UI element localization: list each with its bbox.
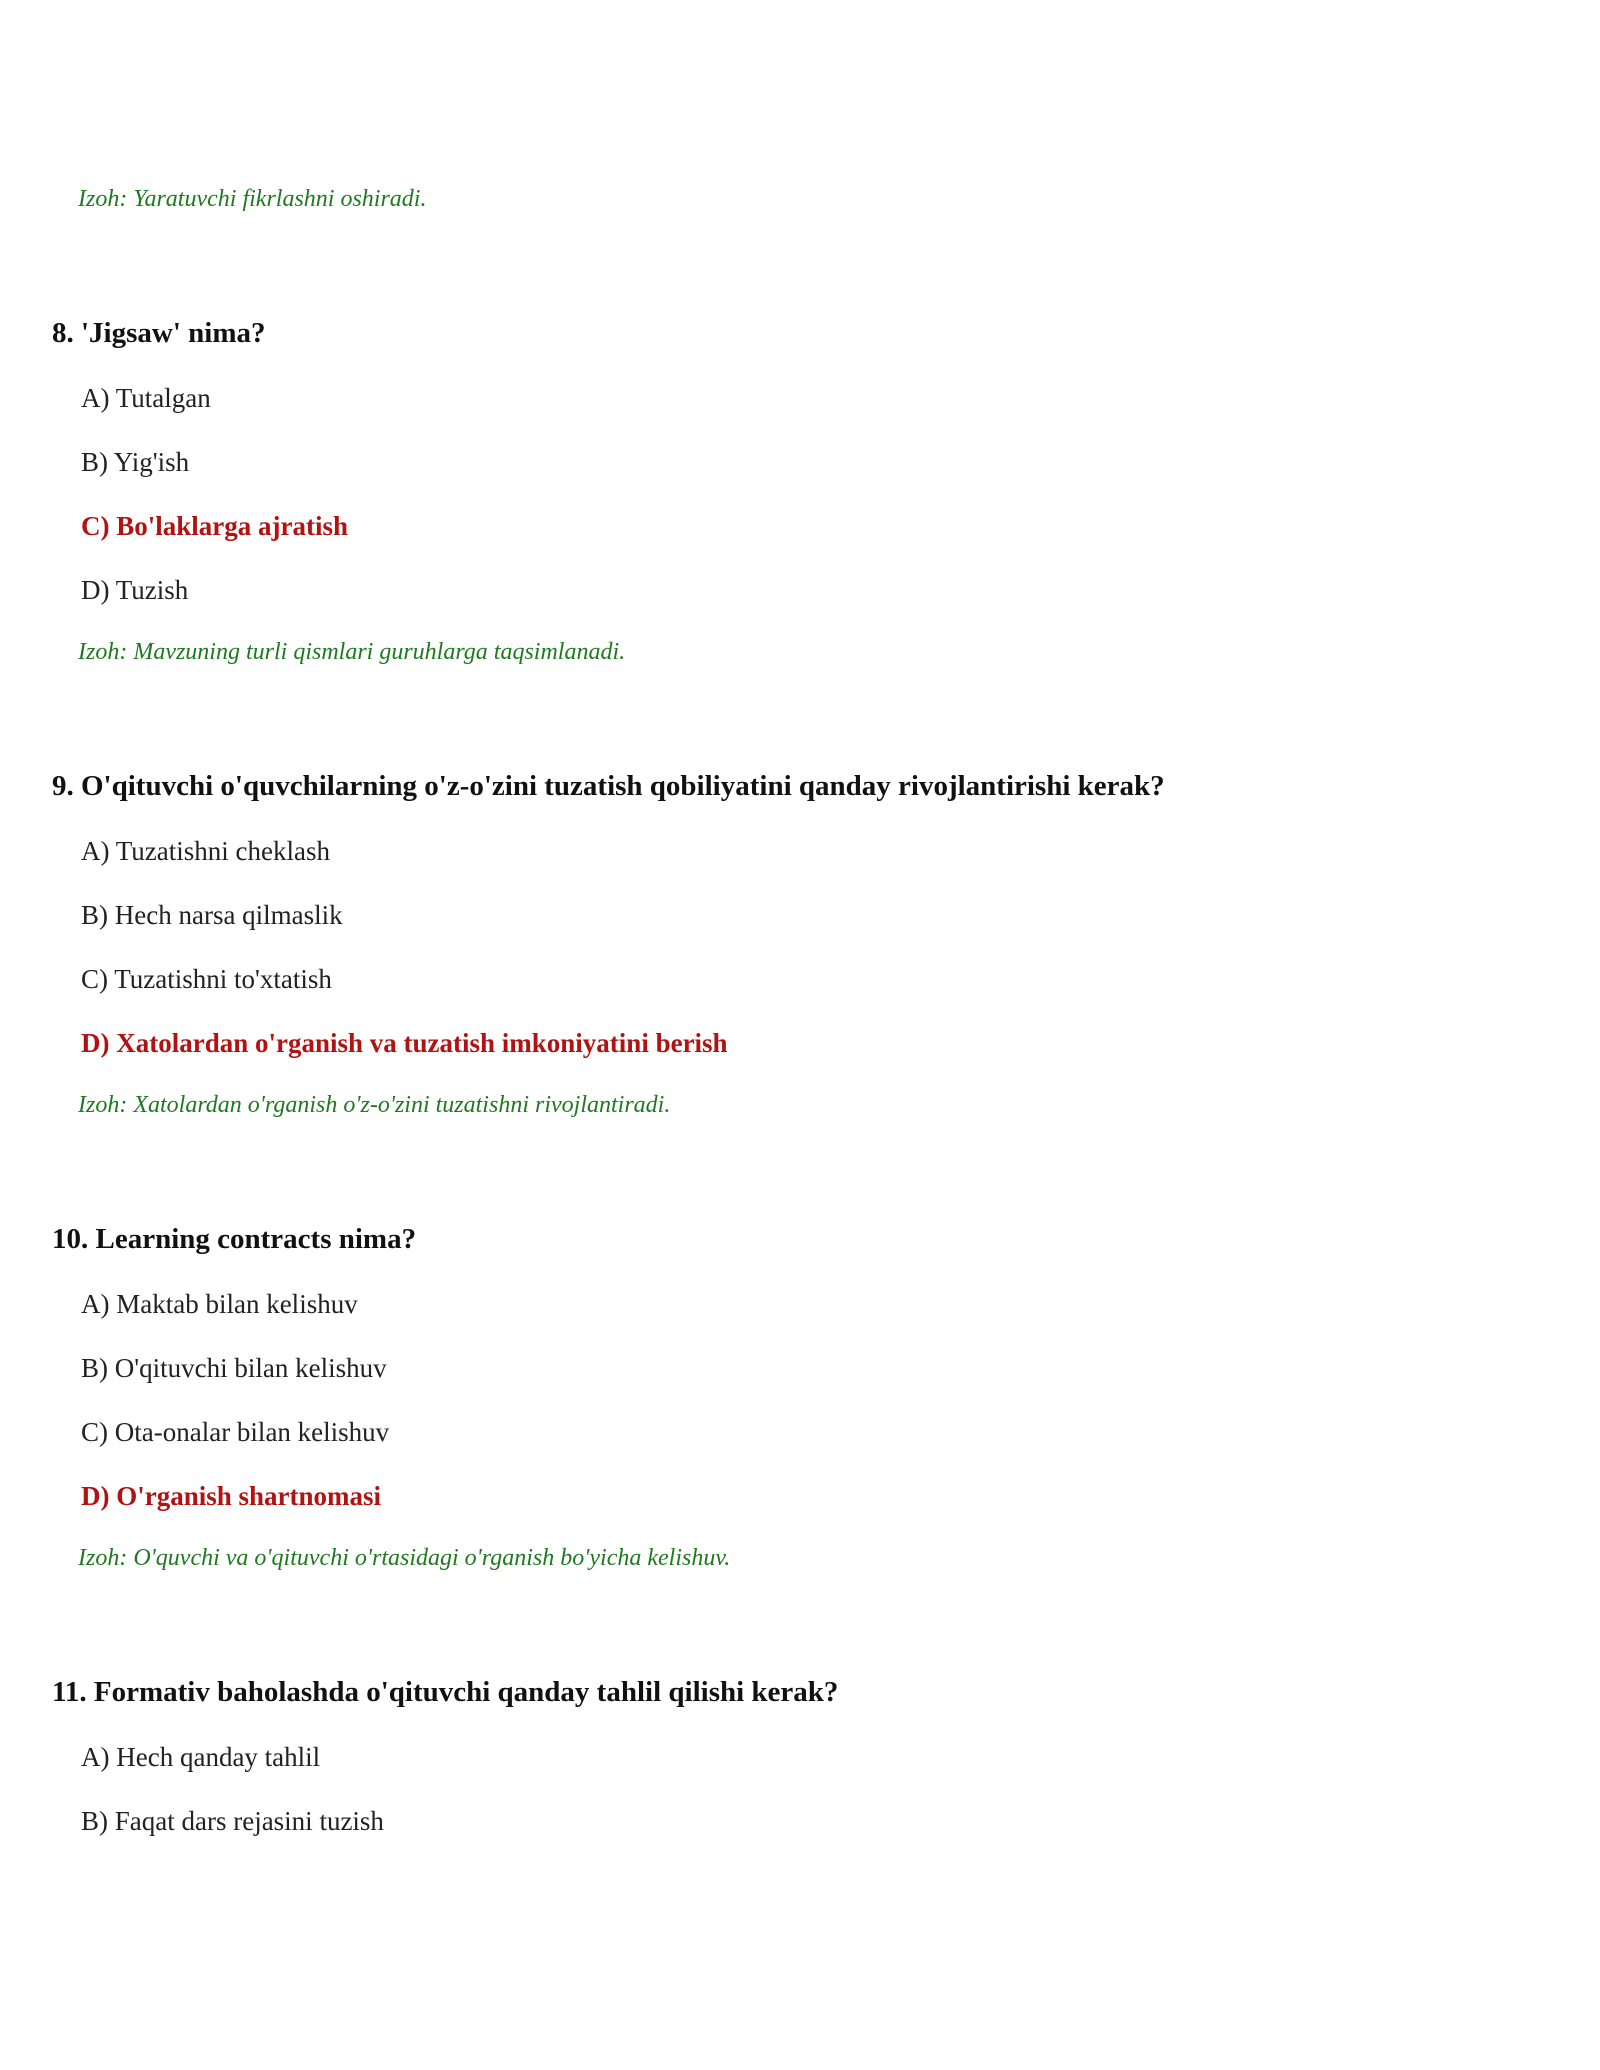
question-11-option-a: A) Hech qanday tahlil — [81, 1742, 321, 1772]
question-8-option-d: D) Tuzish — [81, 575, 189, 605]
question-9-option-c: C) Tuzatishni to'xtatish — [81, 964, 332, 994]
question-8-option-c-correct: C) Bo'laklarga ajratish — [81, 511, 348, 541]
question-9-title: 9. O'qituvchi o'quvchilarning o'z-o'zini tuzatish qobiliyatini qanday rivojlantirishi kerak? — [52, 770, 1165, 802]
question-10-option-d-correct: D) O'rganish shartnomasi — [81, 1481, 382, 1511]
explanation-note-q10: Izoh: O'quvchi va o'qituvchi o'rtasidagi o'rganish bo'yicha kelishuv. — [78, 1545, 731, 1571]
question-8-title: 8. 'Jigsaw' nima? — [52, 317, 266, 349]
question-8-option-a: A) Tutalgan — [81, 383, 211, 413]
explanation-note-q8: Izoh: Mavzuning turli qismlari guruhlarga taqsimlanadi. — [78, 639, 626, 665]
question-11-title: 11. Formativ baholashda o'qituvchi qanday tahlil qilishi kerak? — [52, 1676, 839, 1708]
question-9-option-d-correct: D) Xatolardan o'rganish va tuzatish imkoniyatini berish — [81, 1028, 728, 1058]
explanation-note-q9: Izoh: Xatolardan o'rganish o'z-o'zini tuzatishni rivojlantiradi. — [78, 1092, 671, 1118]
question-10-title: 10. Learning contracts nima? — [52, 1223, 417, 1255]
question-10-option-b: B) O'qituvchi bilan kelishuv — [81, 1353, 387, 1383]
question-10-option-a: A) Maktab bilan kelishuv — [81, 1289, 358, 1319]
question-11-option-b: B) Faqat dars rejasini tuzish — [81, 1806, 384, 1836]
question-10-option-c: C) Ota-onalar bilan kelishuv — [81, 1417, 390, 1447]
question-9-option-a: A) Tuzatishni cheklash — [81, 836, 330, 866]
question-9-option-b: B) Hech narsa qilmaslik — [81, 900, 343, 930]
question-8-option-b: B) Yig'ish — [81, 447, 190, 477]
explanation-note-q7: Izoh: Yaratuvchi fikrlashni oshiradi. — [78, 186, 427, 212]
